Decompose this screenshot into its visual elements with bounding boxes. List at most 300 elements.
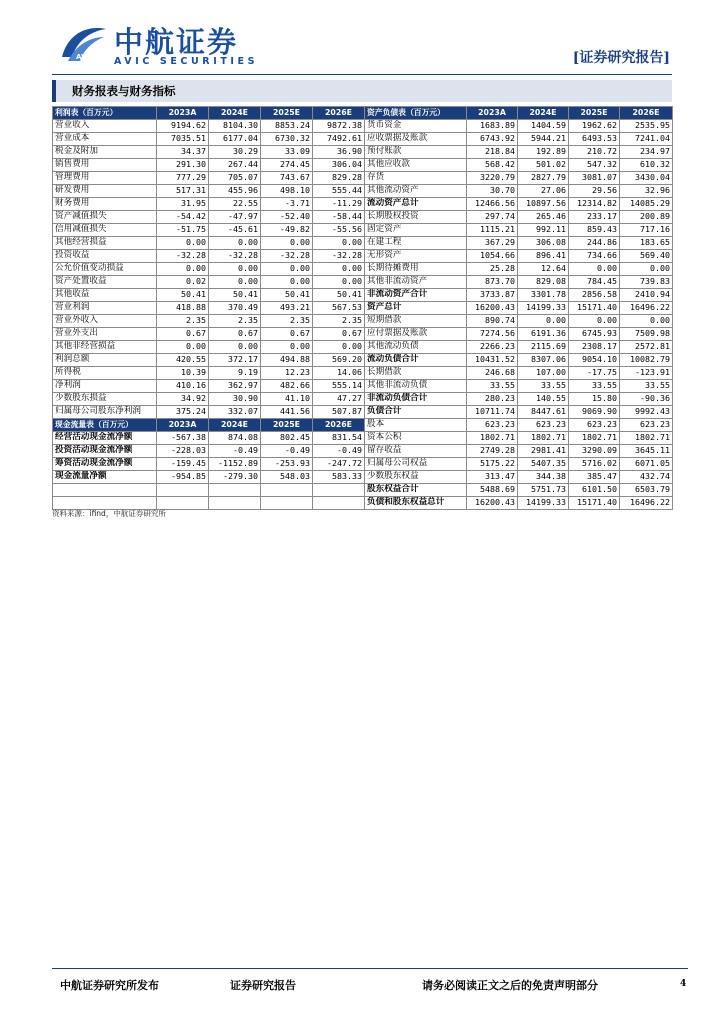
table-cell: 16200.43 [467,497,518,510]
table-cell: 246.68 [467,367,518,380]
row-label: 信用减值损失 [53,224,157,237]
table-row [53,328,673,341]
table-cell: 34.37 [157,146,209,159]
row-label: 财务费用 [53,198,157,211]
table-cell [209,484,261,497]
table-cell: 2572.81 [620,341,673,354]
table-cell: 33.55 [467,380,518,393]
row-label: 营业外支出 [53,328,157,341]
table-cell: 9069.90 [569,406,620,419]
table-row [53,289,673,302]
table-cell: 493.21 [261,302,313,315]
table-cell: 2.35 [313,315,365,328]
table-cell: 12314.82 [569,198,620,211]
table-cell: 494.88 [261,354,313,367]
table-header-row [53,107,673,120]
column-header: 2025E [569,107,620,120]
table-cell: -1152.89 [209,458,261,471]
row-label: 归属母公司股东净利润 [53,406,157,419]
table-cell: 2266.23 [467,341,518,354]
row-label: 股东权益合计 [365,484,467,497]
table-cell: 8447.61 [518,406,569,419]
table-cell: 0.00 [209,276,261,289]
table-cell: 1802.71 [569,432,620,445]
table-cell: 107.00 [518,367,569,380]
table-cell: 0.00 [157,341,209,354]
table-cell: 50.41 [157,289,209,302]
table-cell: -0.49 [313,445,365,458]
section-title-bar [52,80,672,102]
table-cell: 192.89 [518,146,569,159]
table-cell: 555.44 [313,185,365,198]
table-cell: 0.00 [569,315,620,328]
table-row [53,276,673,289]
column-header: 2024E [209,419,261,432]
row-label: 营业外收入 [53,315,157,328]
table-cell: 8307.06 [518,354,569,367]
table-cell: 313.47 [467,471,518,484]
column-header: 资产负债表（百万元） [365,107,467,120]
row-label: 利润总额 [53,354,157,367]
table-cell: 0.00 [261,276,313,289]
table-cell: -52.40 [261,211,313,224]
table-row [53,393,673,406]
table-cell: 244.86 [569,237,620,250]
table-row [53,302,673,315]
table-cell: 0.00 [518,315,569,328]
table-row [53,380,673,393]
row-label: 净利润 [53,380,157,393]
row-label: 其他应收款 [365,159,467,172]
table-cell: 29.56 [569,185,620,198]
table-cell: 6743.92 [467,133,518,146]
table-cell: 32.96 [620,185,673,198]
table-cell: -45.61 [209,224,261,237]
table-cell: 0.00 [313,341,365,354]
table-cell: 10431.52 [467,354,518,367]
table-cell: -0.49 [209,445,261,458]
table-cell: -51.75 [157,224,209,237]
table-cell: 7274.56 [467,328,518,341]
table-row [53,315,673,328]
table-cell: 2.35 [261,315,313,328]
table-cell: 2410.94 [620,289,673,302]
table-cell: 829.08 [518,276,569,289]
table-row [53,120,673,133]
row-label: 投资收益 [53,250,157,263]
table-row [53,133,673,146]
row-label: 营业利润 [53,302,157,315]
table-cell: 623.23 [620,419,673,432]
row-label: 投资活动现金流净额 [53,445,157,458]
table-cell [261,497,313,510]
table-cell: 9.19 [209,367,261,380]
table-cell: 1802.71 [620,432,673,445]
table-cell: 441.56 [261,406,313,419]
table-cell: -55.56 [313,224,365,237]
row-label: 流动负债合计 [365,354,467,367]
table-cell: 33.55 [569,380,620,393]
table-cell: 3733.87 [467,289,518,302]
table-cell: -247.72 [313,458,365,471]
table-cell: 25.28 [467,263,518,276]
table-cell: 14199.33 [518,497,569,510]
table-row [53,432,673,445]
table-cell: 0.67 [209,328,261,341]
row-label: 管理费用 [53,172,157,185]
row-label: 税金及附加 [53,146,157,159]
table-cell: 0.00 [569,263,620,276]
row-label: 应收票据及账款 [365,133,467,146]
table-cell: 1115.21 [467,224,518,237]
table-cell: 15171.40 [569,497,620,510]
table-cell: 16496.22 [620,302,673,315]
row-label: 归属母公司权益 [365,458,467,471]
table-row [53,471,673,484]
row-label: 非流动负债合计 [365,393,467,406]
table-cell: 829.28 [313,172,365,185]
table-cell: 5175.22 [467,458,518,471]
page-number: 4 [680,979,687,989]
table-cell: 623.23 [518,419,569,432]
table-cell: 6503.79 [620,484,673,497]
table-cell: -32.28 [313,250,365,263]
row-label: 营业成本 [53,133,157,146]
table-cell [261,484,313,497]
table-cell: 482.66 [261,380,313,393]
table-cell: 831.54 [313,432,365,445]
column-header: 2023A [157,107,209,120]
row-label: 少数股东权益 [365,471,467,484]
table-cell: 2749.28 [467,445,518,458]
table-row [53,445,673,458]
table-cell: 583.33 [313,471,365,484]
table-cell: 410.16 [157,380,209,393]
row-label: 负债合计 [365,406,467,419]
row-label: 应付票据及账款 [365,328,467,341]
table-cell: 1404.59 [518,120,569,133]
table-cell: 3430.04 [620,172,673,185]
data-source-note: 资料来源：ifind，中航证券研究所 [52,509,166,518]
footer-publisher: 中航证券研究所发布 [60,979,159,992]
table-cell: 0.00 [261,341,313,354]
table-cell: 8104.30 [209,120,261,133]
table-cell: 873.70 [467,276,518,289]
table-cell: 10082.79 [620,354,673,367]
table-cell: 14199.33 [518,302,569,315]
row-label: 负债和股东权益总计 [365,497,467,510]
table-cell: -123.91 [620,367,673,380]
row-label: 资产处置收益 [53,276,157,289]
table-cell: 280.23 [467,393,518,406]
table-cell: 14.06 [313,367,365,380]
table-cell: -54.42 [157,211,209,224]
row-label: 股本 [365,419,467,432]
table-cell: 10711.74 [467,406,518,419]
table-cell: 36.90 [313,146,365,159]
table-cell: -47.97 [209,211,261,224]
report-type-tag: [证券研究报告] [572,50,670,66]
table-cell: 12.23 [261,367,313,380]
table-cell: -3.71 [261,198,313,211]
table-cell: 0.00 [261,263,313,276]
table-cell [157,484,209,497]
footer-report-type: 证券研究报告 [230,979,296,992]
table-cell: 47.27 [313,393,365,406]
row-label: 在建工程 [365,237,467,250]
column-header: 利润表（百万元） [53,107,157,120]
table-cell: -32.28 [209,250,261,263]
row-label: 其他非流动资产 [365,276,467,289]
table-cell: 2981.41 [518,445,569,458]
table-cell: 274.45 [261,159,313,172]
table-row [53,224,673,237]
table-cell: 31.95 [157,198,209,211]
table-cell: 306.04 [313,159,365,172]
table-cell: 0.67 [261,328,313,341]
table-row [53,250,673,263]
row-label: 流动资产总计 [365,198,467,211]
table-cell [209,497,261,510]
table-cell: 41.10 [261,393,313,406]
table-cell: 507.87 [313,406,365,419]
table-cell: 548.03 [261,471,313,484]
table-cell: 375.24 [157,406,209,419]
table-cell: 362.97 [209,380,261,393]
table-cell: 372.17 [209,354,261,367]
row-label: 长期股权投资 [365,211,467,224]
table-row [53,484,673,497]
table-cell: 210.72 [569,146,620,159]
table-cell: 569.40 [620,250,673,263]
table-cell: 306.08 [518,237,569,250]
table-row [53,237,673,250]
table-cell: -49.82 [261,224,313,237]
table-cell: 6071.05 [620,458,673,471]
table-cell: 6730.32 [261,133,313,146]
row-label: 其他流动资产 [365,185,467,198]
table-cell: 2.35 [209,315,261,328]
row-label: 货币资金 [365,120,467,133]
table-cell: 418.88 [157,302,209,315]
table-row [53,458,673,471]
table-row [53,341,673,354]
row-label: 营业收入 [53,120,157,133]
logo-english-name: AVIC SECURITIES [114,56,259,67]
table-cell: 5716.02 [569,458,620,471]
table-cell: 27.06 [518,185,569,198]
table-cell: 2308.17 [569,341,620,354]
row-label: 其他收益 [53,289,157,302]
column-header: 2024E [518,107,569,120]
row-label: 销售费用 [53,159,157,172]
table-cell: 50.41 [209,289,261,302]
table-cell: 420.55 [157,354,209,367]
table-cell: 6191.36 [518,328,569,341]
table-cell: 6493.53 [569,133,620,146]
table-cell: 7492.61 [313,133,365,146]
row-label: 其他非流动负债 [365,380,467,393]
table-cell: 34.92 [157,393,209,406]
table-cell: 3645.11 [620,445,673,458]
table-cell: 200.89 [620,211,673,224]
table-cell: 2827.79 [518,172,569,185]
financial-statements-table [52,106,673,510]
table-cell: -17.75 [569,367,620,380]
table-row [53,146,673,159]
table-cell: 14085.29 [620,198,673,211]
table-cell: 2115.69 [518,341,569,354]
row-label: 其他流动负债 [365,341,467,354]
table-cell: 30.90 [209,393,261,406]
table-cell: 15.80 [569,393,620,406]
table-row [53,159,673,172]
table-cell: 874.08 [209,432,261,445]
table-cell: 0.00 [313,263,365,276]
logo-badge-text: AVIC [76,53,95,61]
table-cell: 6745.93 [569,328,620,341]
table-cell: 717.16 [620,224,673,237]
table-cell: 623.23 [569,419,620,432]
table-cell: -228.03 [157,445,209,458]
table-cell: -0.49 [261,445,313,458]
row-label: 留存收益 [365,445,467,458]
table-cell: 7509.98 [620,328,673,341]
row-label: 预付账款 [365,146,467,159]
table-cell: 385.47 [569,471,620,484]
table-cell: 743.67 [261,172,313,185]
table-cell: 233.17 [569,211,620,224]
row-label: 长期借款 [365,367,467,380]
row-label: 资产减值损失 [53,211,157,224]
table-cell: 1802.71 [518,432,569,445]
table-cell: 568.42 [467,159,518,172]
table-cell: 555.14 [313,380,365,393]
column-header: 2023A [157,419,209,432]
column-header: 2024E [209,107,261,120]
table-cell: 265.46 [518,211,569,224]
table-cell: 802.45 [261,432,313,445]
row-label: 固定资产 [365,224,467,237]
table-cell: 367.29 [467,237,518,250]
table-cell: 739.83 [620,276,673,289]
table-row [53,185,673,198]
table-cell: 218.84 [467,146,518,159]
table-cell: 6177.04 [209,133,261,146]
table-cell: 0.00 [209,263,261,276]
table-cell: 291.30 [157,159,209,172]
table-cell: -253.93 [261,458,313,471]
table-cell: 455.96 [209,185,261,198]
table-header-row [53,419,673,432]
table-cell: 569.20 [313,354,365,367]
table-cell: 16496.22 [620,497,673,510]
table-cell: -90.36 [620,393,673,406]
table-cell: 1683.89 [467,120,518,133]
table-cell: -159.45 [157,458,209,471]
table-cell: 3301.78 [518,289,569,302]
table-cell: 432.74 [620,471,673,484]
table-cell: 501.02 [518,159,569,172]
row-label: 存货 [365,172,467,185]
section-title: 财务报表与财务指标 [72,84,176,98]
table-cell: 12466.56 [467,198,518,211]
table-cell: 33.55 [620,380,673,393]
table-cell: 7035.51 [157,133,209,146]
table-cell: 623.23 [467,419,518,432]
row-label: 非流动资产合计 [365,289,467,302]
table-cell: 992.11 [518,224,569,237]
table-cell: 10.39 [157,367,209,380]
row-label: 现金流量净额 [53,471,157,484]
column-header: 现金流量表（百万元） [53,419,157,432]
row-label: 所得税 [53,367,157,380]
table-cell: -279.30 [209,471,261,484]
table-cell: 1802.71 [467,432,518,445]
row-label: 长期待摊费用 [365,263,467,276]
row-label: 短期借款 [365,315,467,328]
row-label: 经营活动现金流净额 [53,432,157,445]
table-cell: 547.32 [569,159,620,172]
table-cell: 784.45 [569,276,620,289]
table-row [53,198,673,211]
row-label: 其他非经营损益 [53,341,157,354]
table-cell: 3220.79 [467,172,518,185]
table-row [53,263,673,276]
column-header: 2025E [261,419,313,432]
table-cell: -567.38 [157,432,209,445]
table-cell: 370.49 [209,302,261,315]
table-cell: 2.35 [157,315,209,328]
footer-disclaimer: 请务必阅读正文之后的免责声明部分 [422,979,598,992]
table-cell: 15171.40 [569,302,620,315]
table-cell: 0.67 [313,328,365,341]
row-label: 其他经营损益 [53,237,157,250]
table-cell: 890.74 [467,315,518,328]
table-cell: 267.44 [209,159,261,172]
column-header: 2026E [313,419,365,432]
page-footer [52,968,688,997]
table-cell: 50.41 [261,289,313,302]
table-cell: -32.28 [261,250,313,263]
table-cell: 0.00 [209,237,261,250]
row-label: 筹资活动现金流净额 [53,458,157,471]
table-cell: 1054.66 [467,250,518,263]
table-row [53,211,673,224]
table-cell: 498.10 [261,185,313,198]
table-cell: 5751.73 [518,484,569,497]
table-row [53,172,673,185]
table-cell: 297.74 [467,211,518,224]
table-cell: 0.00 [620,263,673,276]
table-cell: 610.32 [620,159,673,172]
row-label: 资产总计 [365,302,467,315]
table-cell: 9992.43 [620,406,673,419]
table-row [53,354,673,367]
table-cell: 0.67 [157,328,209,341]
table-cell: -58.44 [313,211,365,224]
table-cell: 234.97 [620,146,673,159]
table-cell: 5488.69 [467,484,518,497]
table-cell: 0.00 [261,237,313,250]
table-row [53,406,673,419]
table-cell: 0.02 [157,276,209,289]
table-cell: 2535.95 [620,120,673,133]
table-cell: 16200.43 [467,302,518,315]
row-label: 公允价值变动损益 [53,263,157,276]
table-cell: 567.53 [313,302,365,315]
column-header: 2026E [313,107,365,120]
